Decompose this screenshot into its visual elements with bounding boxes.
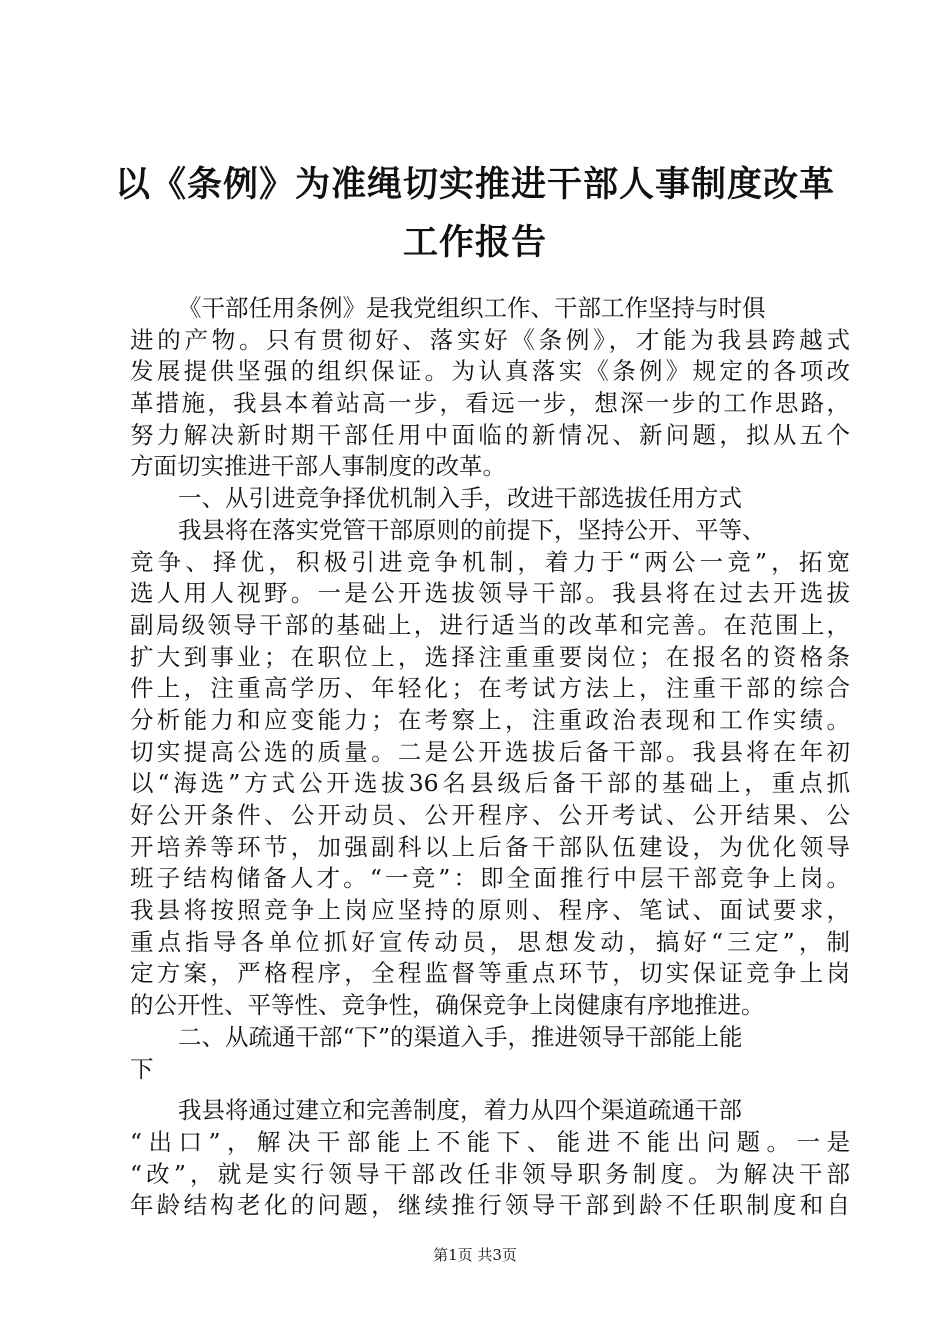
body-line: 革措施，我县本着站高一步，看远一步，想深一步的工作思路， bbox=[130, 389, 850, 418]
body-line: 班子结构储备人才。“一竞”：即全面推行中层干部竞争上岗。 bbox=[130, 864, 850, 893]
body-line: 发展提供坚强的组织保证。为认真落实《条例》规定的各项改 bbox=[130, 357, 850, 386]
body-line: 年龄结构老化的问题，继续推行领导干部到龄不任职制度和自 bbox=[130, 1191, 850, 1220]
body-line: 扩大到事业；在职位上，选择注重重要岗位；在报名的资格条 bbox=[130, 642, 850, 671]
body-line: “出口”，解决干部能上不能下、能进不能出问题。一是 bbox=[130, 1127, 850, 1156]
body-line: 好公开条件、公开动员、公开程序、公开考试、公开结果、公 bbox=[130, 801, 850, 829]
section-heading-2-continued: 下 bbox=[130, 1054, 154, 1083]
body-line: 我县将通过建立和完善制度，着力从四个渠道疏通干部 bbox=[178, 1096, 742, 1125]
body-line: 重点指导各单位抓好宣传动员，思想发动，搞好“三定”，制 bbox=[130, 927, 850, 956]
body-line: 竞争、择优，积极引进竞争机制，着力于“两公一竞”，拓宽 bbox=[130, 547, 850, 576]
body-line: 的公开性、平等性、竞争性，确保竞争上岗健康有序地推进。 bbox=[130, 991, 765, 1020]
body-line: 切实提高公选的质量。二是公开选拔后备干部。我县将在年初 bbox=[130, 737, 850, 766]
section-heading-1: 一、从引进竞争择优机制入手，改进干部选拔任用方式 bbox=[178, 484, 742, 513]
body-line: 选人用人视野。一是公开选拔领导干部。我县将在过去开选拔 bbox=[130, 579, 850, 608]
section-heading-2: 二、从疏通干部“下”的渠道入手，推进领导干部能上能 bbox=[178, 1022, 743, 1051]
body-line: 方面切实推进干部人事制度的改革。 bbox=[130, 452, 506, 481]
document-title-line-1: 以《条例》为准绳切实推进干部人事制度改革 bbox=[114, 164, 835, 205]
body-line: 定方案，严格程序，全程监督等重点环节，切实保证竞争上岗 bbox=[130, 959, 850, 988]
body-line: 以“海选”方式公开选拔36名县级后备干部的基础上，重点抓 bbox=[130, 769, 850, 798]
body-line: 开培养等环节，加强副科以上后备干部队伍建设，为优化领导 bbox=[130, 832, 850, 861]
body-line: “改”，就是实行领导干部改任非领导职务制度。为解决干部 bbox=[130, 1159, 850, 1188]
body-line: 《干部任用条例》是我党组织工作、干部工作坚持与时俱 bbox=[178, 294, 766, 322]
body-line: 我县将按照竞争上岗应坚持的原则、程序、笔试、面试要求， bbox=[130, 896, 850, 925]
document-title-line-2: 工作报告 bbox=[402, 222, 547, 263]
body-line: 分析能力和应变能力；在考察上，注重政治表现和工作实绩。 bbox=[130, 705, 850, 734]
body-line: 进的产物。只有贯彻好、落实好《条例》，才能为我县跨越式 bbox=[130, 325, 850, 354]
body-line: 努力解决新时期干部任用中面临的新情况、新问题，拟从五个 bbox=[130, 420, 850, 449]
body-line: 我县将在落实党管干部原则的前提下，坚持公开、平等、 bbox=[178, 515, 766, 544]
document-body bbox=[130, 293, 850, 1222]
page-footer: 第1页 共3页 bbox=[433, 1246, 517, 1264]
body-line: 件上，注重高学历、年轻化；在考试方法上，注重干部的综合 bbox=[130, 674, 850, 703]
body-line: 副局级领导干部的基础上，进行适当的改革和完善。在范围上， bbox=[130, 610, 850, 639]
